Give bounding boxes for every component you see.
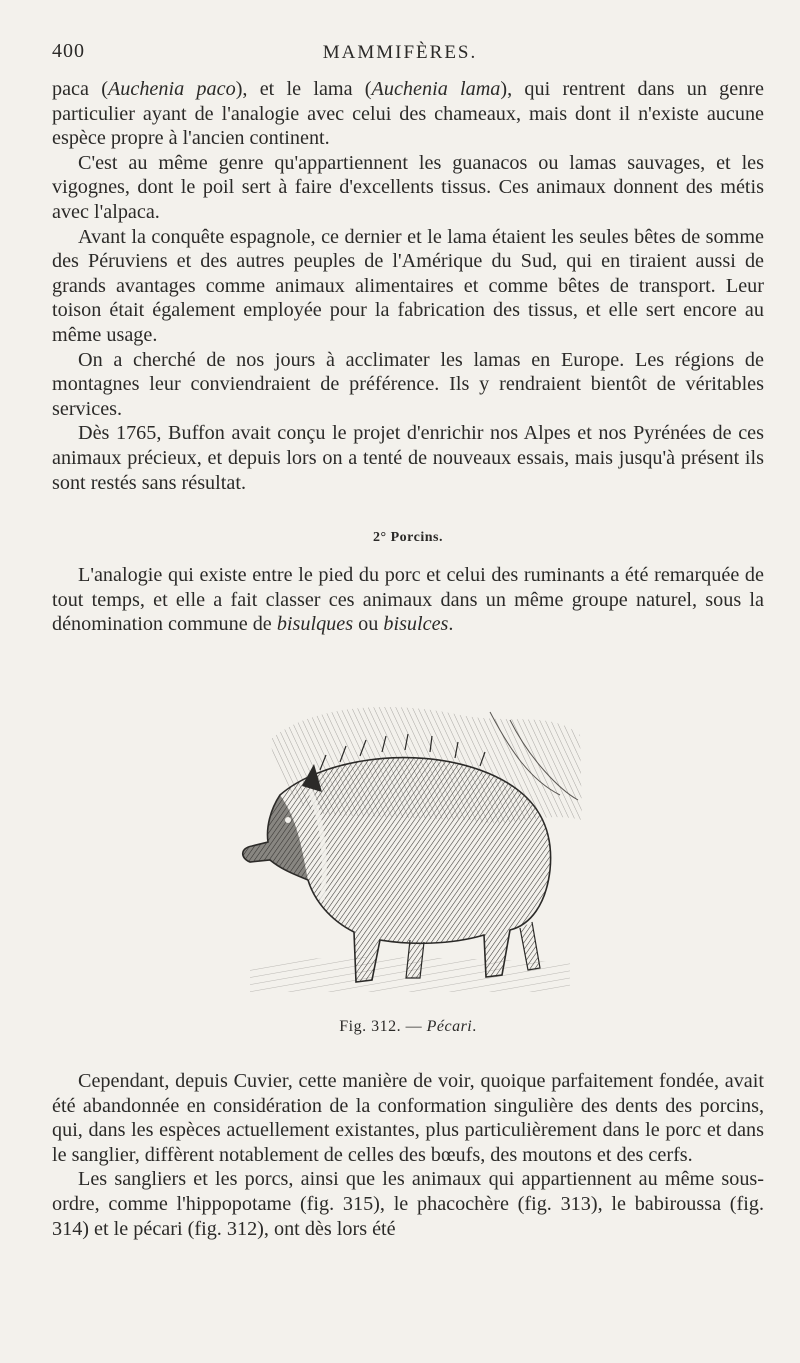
paragraph-analogy: L'analogie qui existe entre le pied du porc et celui des ruminants a été remarquée de tout temps, et elle a fait classer ces animaux dans un même groupe naturel, sous la dénomination commune de bisulques ou bisulces. [52, 564, 764, 636]
peccary-illustration [210, 700, 590, 995]
paragraph-cuvier: Cependant, depuis Cuvier, cette manière de voir, quoique parfaitement fondée, avait été abandonnée en considération de la conformation singulière des dents des porcins, qui, dans les espèces actuellement existantes, plus particulièrement dans le porc et dans le sanglier, diffèrent notablement de celles des bœufs, des moutons et des cerfs. [52, 1070, 764, 1166]
section-heading: 2° Porcins. [373, 530, 443, 545]
page-number: 400 [52, 40, 85, 62]
paragraph-conquest: Avant la conquête espagnole, ce dernier et le lama étaient les seules bêtes de somme des Péruviens et des autres peuples de l'Amérique du Sud, qui en tiraient aussi de grands avantages comme animaux alimentaires et comme bêtes de transport. Leur toison était également employée pour la fabrication des tissus, et elle sert encore au même usage. [52, 225, 764, 346]
running-head: MAMMIFÈRES. [322, 42, 478, 63]
paragraph-guanacos: C'est au même genre qu'appartiennent les guanacos ou lamas sauvages, et les vigognes, dont le poil sert à faire d'excellents tissus. Ces animaux donnent des métis avec l'alpaca. [52, 151, 764, 223]
paragraph-paca: paca (Auchenia paco), et le lama (Auchenia lama), qui rentrent dans un genre particulier ayant de l'analogie avec celui des chameaux, mais dont il n'existe aucune espèce propre à l'ancien continent. [52, 78, 764, 150]
paragraph-acclimatize: On a cherché de nos jours à acclimater les lamas en Europe. Les régions de montagnes leur conviendraient de préférence. Ils y rendraient bientôt de véritables services. [52, 348, 764, 420]
text-block-bottom [52, 1069, 764, 1241]
text-block-analogy [52, 563, 764, 637]
paragraph-sangliers: Les sangliers et les porcs, ainsi que les animaux qui appartiennent au même sous-ordre, comme l'hippopotame (fig. 315), le phacochère (fig. 313), le babiroussa (fig. 314) et le pécari (fig. 312), ont dès lors été [52, 1168, 764, 1240]
paragraph-buffon: Dès 1765, Buffon avait conçu le projet d'enrichir nos Alpes et nos Pyrénées de ces animaux précieux, et depuis lors on a tenté de nouveaux essais, mais jusqu'à présent ils sont restés sans résultat. [52, 422, 764, 494]
text-block-top [52, 77, 764, 495]
page-header [52, 40, 748, 70]
peccary-engraving [210, 700, 590, 995]
figure-caption: Fig. 312. — Pécari. [339, 1018, 477, 1035]
